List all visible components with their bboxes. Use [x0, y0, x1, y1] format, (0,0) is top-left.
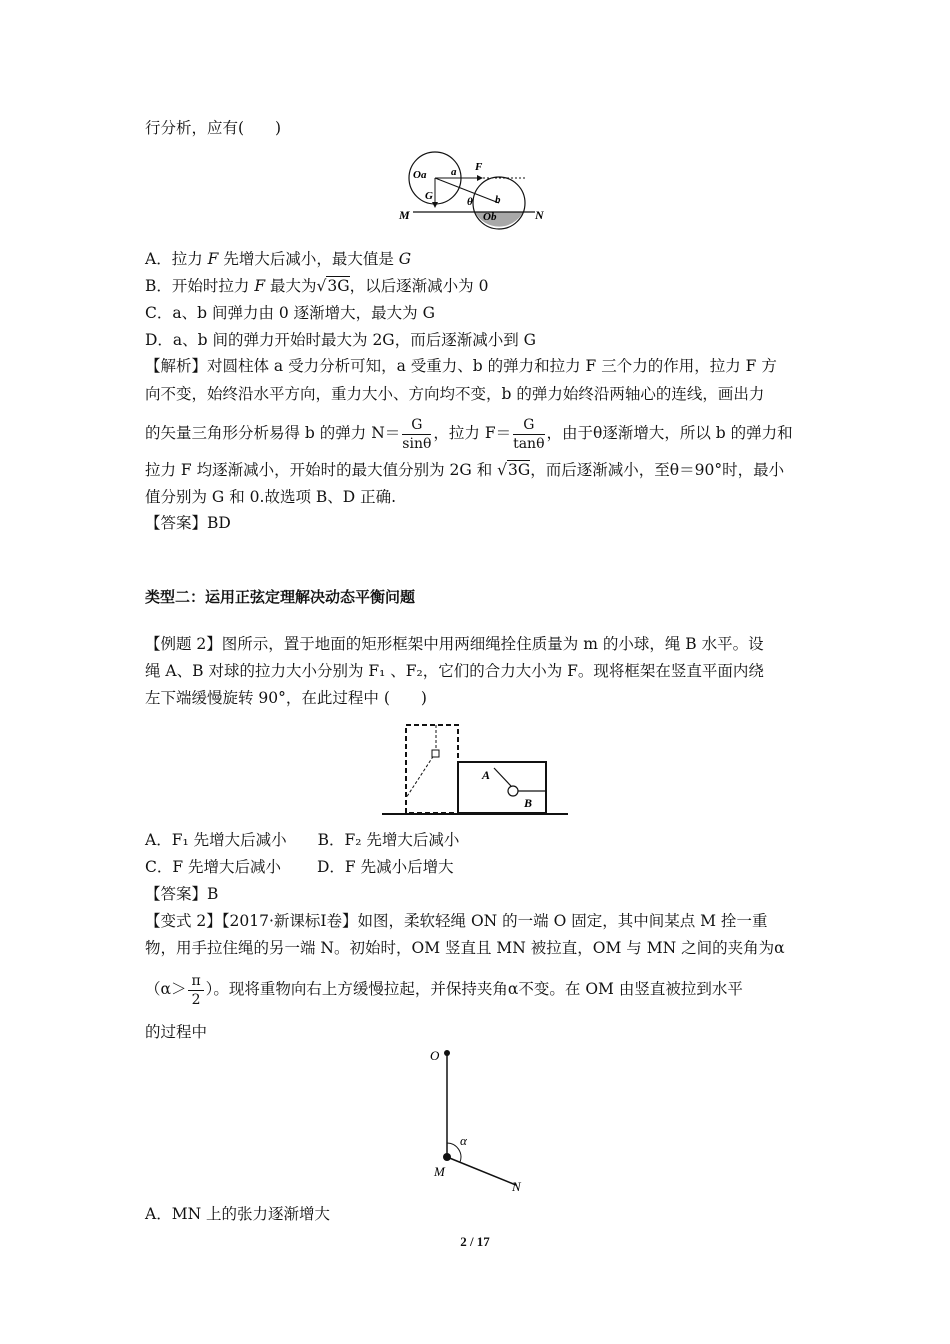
- label-Ob: Ob: [483, 211, 497, 223]
- fraction-G-sin: $\frac{G}{\sin\theta}$: [402, 416, 432, 452]
- example2-line-3: 左下端缓慢旋转 90°，在此过程中 ( ): [145, 689, 427, 707]
- label-a: a: [451, 166, 457, 178]
- rope-figure: [420, 1045, 540, 1195]
- cylinders-figure: [395, 150, 555, 230]
- example2-options-2: C．F 先增大后减小 D．F 先减小后增大: [145, 858, 454, 876]
- analysis-line-5: 值分别为 G 和 0.故选项 B、D 正确.: [145, 488, 397, 506]
- variant2-line-1: 【变式 2】【2017·新课标Ⅰ卷】如图，柔软轻绳 ON 的一端 O 固定，其中间某点 M 拴一重: [145, 912, 768, 930]
- frame-rectangle: [458, 762, 546, 813]
- option-A: A．拉力 F 先增大后减小，最大值是 G: [145, 250, 412, 268]
- label-F: F: [475, 161, 483, 173]
- example2-line-1: 【例题 2】图所示，置于地面的矩形框架中用两细绳拴住质量为 m 的小球，绳 B 水平。设: [145, 635, 764, 653]
- option-D: D．a、b 间的弹力开始时最大为 2G，而后逐渐减小到 G: [145, 331, 536, 349]
- label-b: b: [495, 194, 501, 206]
- label-N: N: [535, 208, 544, 222]
- option-C: C．a、b 间弹力由 0 逐渐增大，最大为 G: [145, 304, 435, 322]
- frame-figure: [380, 720, 570, 820]
- label-G: G: [425, 190, 433, 202]
- variant2-option-A: A．MN 上的张力逐渐增大: [145, 1205, 331, 1223]
- label-M: M: [434, 1164, 445, 1179]
- rope-A: [494, 768, 511, 786]
- fraction-G-tan: $\frac{G}{\tan\theta}$: [513, 416, 545, 452]
- option-B: B．开始时拉力 F 最大为√3G，以后逐渐减小为 0: [145, 277, 489, 295]
- variant2-line-3: （α＞ $\frac{\pi}{2}$ ）。现将重物向右上方缓慢拉起，并保持夹角α不变。在 OM 由竖直被拉到水平: [145, 972, 743, 1008]
- dashed-ball: [432, 750, 439, 757]
- point-M: [443, 1153, 451, 1161]
- analysis-line-4: 拉力 F 均逐渐减小，开始时的最大值分别为 2G 和 √3G，而后逐渐减小，至θ＝90°时，最小: [145, 461, 785, 479]
- label-Oa: Oa: [413, 169, 427, 181]
- segment-MN: [447, 1157, 516, 1185]
- variant2-line-4: 的过程中: [145, 1023, 208, 1041]
- question-intro-tail: 行分析，应有( ): [145, 119, 282, 137]
- analysis-line-3: 的矢量三角形分析易得 b 的弹力 N＝ $\frac{G}{\sin\theta}$ ，拉力 F＝ $\frac{G}{\tan\theta}$ ，由于θ逐渐增大，所以 b 的弹力和: [145, 416, 793, 452]
- example2-line-2: 绳 A、B 对球的拉力大小分别为 F₁ 、F₂，它们的合力大小为 F。现将框架在竖直平面内绕: [145, 662, 764, 680]
- answer-1: 【答案】BD: [145, 514, 231, 532]
- rotated-frame-dashed: [406, 725, 458, 813]
- page-number: 2 / 17: [460, 1234, 490, 1249]
- ball: [508, 786, 518, 796]
- section-heading: 类型二：运用正弦定理解决动态平衡问题: [145, 588, 416, 606]
- point-O: [444, 1050, 450, 1056]
- label-theta: θ: [467, 196, 473, 208]
- variant2-line-2: 物，用手拉住绳的另一端 N。初始时，OM 竖直且 MN 被拉直，OM 与 MN 之间的夹角为α: [145, 939, 785, 957]
- label-rope-A: A: [482, 768, 491, 782]
- label-M: M: [399, 208, 410, 222]
- label-O: O: [430, 1048, 440, 1063]
- dashed-rope-b: [406, 752, 436, 798]
- gravity-arrow-head: [432, 202, 438, 208]
- fraction-pi-over-2: $\frac{\pi}{2}$: [188, 972, 203, 1009]
- label-N: N: [512, 1179, 521, 1194]
- force-arrow-head: [477, 175, 483, 181]
- analysis-line-2: 向不变，始终沿水平方向，重力大小、方向均不变，b 的弹力始终沿两轴心的连线，画出力: [145, 385, 765, 403]
- label-alpha: α: [460, 1133, 467, 1148]
- label-rope-B: B: [524, 796, 533, 810]
- answer-2: 【答案】B: [145, 885, 219, 903]
- example2-options-1: A．F₁ 先增大后减小 B．F₂ 先增大后减小: [145, 831, 460, 849]
- analysis-line-1: 【解析】对圆柱体 a 受力分析可知，a 受重力、b 的弹力和拉力 F 三个力的作用，拉力 F 方: [145, 357, 777, 375]
